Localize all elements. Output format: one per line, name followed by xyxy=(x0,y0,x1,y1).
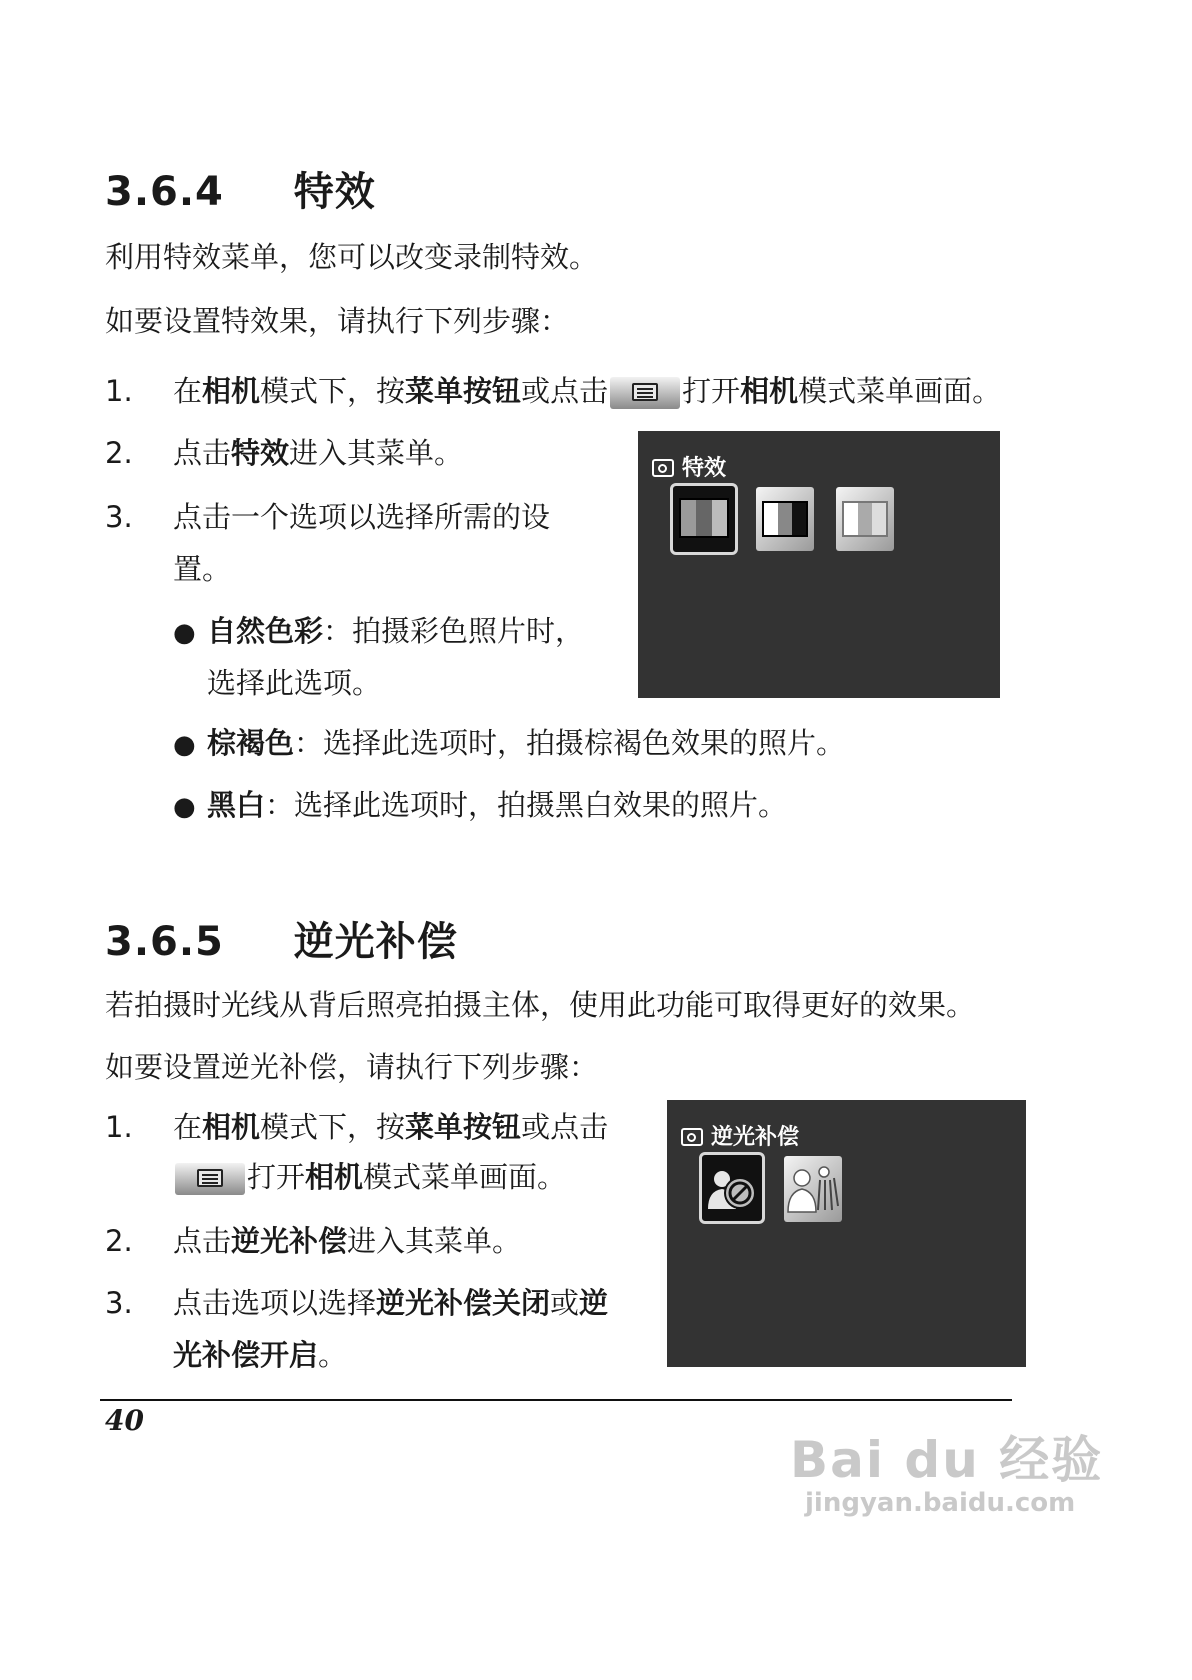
list-icon xyxy=(632,383,658,401)
step-number: 3. xyxy=(105,1286,133,1320)
footer-divider xyxy=(100,1399,1012,1401)
section-heading-3-6-4 xyxy=(105,160,376,217)
text: 模式下，按 xyxy=(260,1110,406,1144)
text: 点击 xyxy=(173,436,232,470)
screen-title xyxy=(681,1120,799,1151)
menu-button-icon xyxy=(175,1163,245,1195)
step-3-continued: 置。 xyxy=(173,552,232,586)
step-1-continued xyxy=(173,1158,566,1196)
bold-text: 自然色彩 xyxy=(207,614,324,648)
bold-text: 逆光补偿 xyxy=(231,1224,348,1258)
step-1 xyxy=(105,372,1001,410)
bold-text: 菜单按钮 xyxy=(405,374,522,408)
baidu-watermark-url: jingyan.baidu.com xyxy=(805,1488,1076,1518)
text: 模式菜单画面。 xyxy=(798,374,1002,408)
text: 在 xyxy=(173,1110,203,1144)
bold-text: 菜单按钮 xyxy=(405,1110,522,1144)
text: 打开 xyxy=(682,374,741,408)
text: 或点击 xyxy=(521,1110,609,1144)
menu-button-icon xyxy=(610,377,680,409)
steps-intro: 如要设置逆光补偿，请执行下列步骤： xyxy=(105,1050,599,1084)
backlight-on-option[interactable] xyxy=(784,1156,842,1222)
bold-text: 相机 xyxy=(305,1160,364,1194)
text: 进入其菜单。 xyxy=(347,1224,522,1258)
text: 模式菜单画面。 xyxy=(363,1160,567,1194)
heading-title: 特效 xyxy=(293,169,376,215)
step-number: 3. xyxy=(105,500,133,534)
bullet-item-continued: 选择此选项。 xyxy=(207,666,382,700)
text: ：选择此选项时，拍摄棕褐色效果的照片。 xyxy=(294,726,846,760)
stripes-icon xyxy=(679,498,729,538)
step-number: 2. xyxy=(105,1224,133,1258)
bullet-item xyxy=(173,786,787,826)
text: 点击选项以选择 xyxy=(173,1286,377,1320)
intro-paragraph: 利用特效菜单，您可以改变录制特效。 xyxy=(105,240,599,274)
bold-text: 逆 xyxy=(579,1286,609,1320)
step-3 xyxy=(105,1284,608,1322)
effect-option-black-white[interactable] xyxy=(836,487,894,551)
stripes-icon xyxy=(762,501,808,537)
effect-option-sepia[interactable] xyxy=(756,487,814,551)
text: ：拍摄彩色照片时， xyxy=(323,614,585,648)
bold-text: 特效 xyxy=(231,436,290,470)
heading-number: 3.6.4 xyxy=(105,169,224,215)
backlight-on-icon xyxy=(784,1156,842,1222)
baidu-watermark-logo: Bai du 经验 xyxy=(790,1431,1104,1489)
steps-intro: 如要设置特效果，请执行下列步骤： xyxy=(105,304,570,338)
bold-text: 黑白 xyxy=(207,788,266,822)
step-2 xyxy=(105,1222,521,1260)
step-number: 1. xyxy=(105,374,133,408)
text: 在 xyxy=(173,374,203,408)
step-number: 2. xyxy=(105,436,133,470)
bold-text: 相机 xyxy=(202,374,261,408)
effect-option-normal-color[interactable] xyxy=(670,483,738,555)
bold-text: 相机 xyxy=(740,374,799,408)
bullet-icon: ● xyxy=(173,730,196,760)
camera-icon xyxy=(652,459,674,477)
bullet-icon: ● xyxy=(173,792,196,822)
heading-number: 3.6.5 xyxy=(105,919,224,965)
page-number: 40 xyxy=(105,1404,144,1437)
text: 。 xyxy=(318,1338,348,1372)
text: 点击一个选项以选择所需的设 xyxy=(173,500,551,534)
list-icon xyxy=(197,1169,223,1187)
backlight-off-icon xyxy=(702,1155,762,1221)
bold-text: 相机 xyxy=(202,1110,261,1144)
screen-title xyxy=(652,451,726,482)
intro-paragraph: 若拍摄时光线从背后照亮拍摄主体，使用此功能可取得更好的效果。 xyxy=(105,988,976,1022)
step-3 xyxy=(105,498,550,536)
step-2 xyxy=(105,434,463,472)
bold-text: 逆光补偿关闭 xyxy=(376,1286,551,1320)
screen-title-text: 逆光补偿 xyxy=(711,1125,800,1150)
text: 模式下，按 xyxy=(260,374,406,408)
camera-icon xyxy=(681,1128,703,1146)
bullet-icon: ● xyxy=(173,618,196,648)
text: ：选择此选项时，拍摄黑白效果的照片。 xyxy=(265,788,788,822)
heading-title: 逆光补偿 xyxy=(293,919,458,965)
step-3-continued xyxy=(173,1336,347,1374)
backlight-menu-screenshot xyxy=(667,1100,1026,1367)
screen-title-text: 特效 xyxy=(682,456,727,481)
backlight-off-option[interactable] xyxy=(699,1152,765,1224)
text: 打开 xyxy=(247,1160,306,1194)
text: 点击 xyxy=(173,1224,232,1258)
bullet-item xyxy=(173,612,584,652)
text: 或点击 xyxy=(521,374,609,408)
bullet-item xyxy=(173,724,845,764)
stripes-icon xyxy=(842,501,888,537)
section-heading-3-6-5 xyxy=(105,910,458,967)
text: 或 xyxy=(550,1286,580,1320)
text: 进入其菜单。 xyxy=(289,436,464,470)
step-1 xyxy=(105,1108,608,1146)
effects-menu-screenshot xyxy=(638,431,1000,698)
bold-text: 棕褐色 xyxy=(207,726,295,760)
bold-text: 光补偿开启 xyxy=(173,1338,319,1372)
step-number: 1. xyxy=(105,1110,133,1144)
